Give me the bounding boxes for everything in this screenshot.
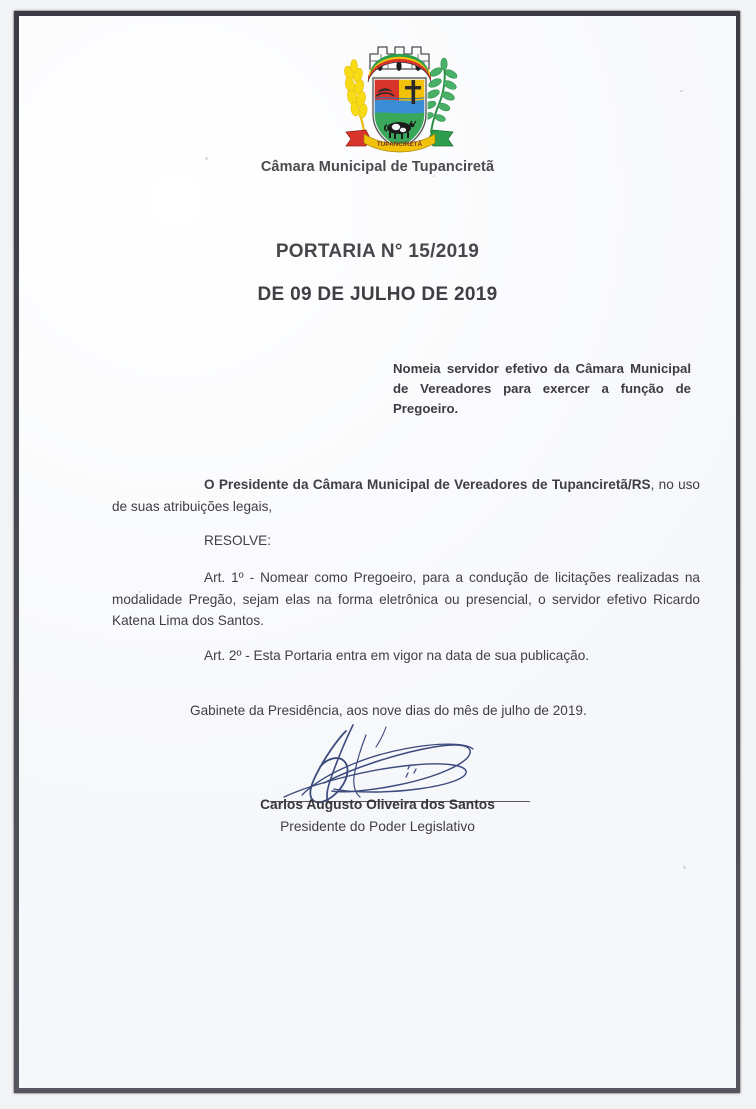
closing-paragraph <box>112 700 700 722</box>
article-2-text: Art. 2º - Esta Portaria entra em vigor na data de sua publicação. <box>204 648 590 663</box>
resolve-paragraph <box>112 530 700 552</box>
resolve-label: RESOLVE: <box>204 533 271 548</box>
document-date: DE 09 DE JULHO DE 2019 <box>257 284 498 305</box>
signatory-role: Presidente do Poder Legislativo <box>280 819 475 834</box>
page-title: PORTARIA N° 15/2019 <box>275 241 480 262</box>
handwritten-signature-icon <box>258 723 539 805</box>
preamble-paragraph <box>112 474 700 517</box>
wheat-sheaf <box>343 60 369 133</box>
closing-text: Gabinete da Presidência, aos nove dias do mês de julho de 2019. <box>190 703 587 718</box>
signatory-name: Carlos Augusto Oliveira dos Santos <box>260 797 495 812</box>
article-1-text: Art. 1º - Nomear como Pregoeiro, para a condução de licitações realizadas na modalidade Pregão, sejam elas na forma eletrônica ou presencial, o servidor efetivo Ricardo Katena Lima dos Santos. <box>112 570 700 628</box>
preamble-rest: , no uso de suas atribuições legais, <box>112 477 700 514</box>
ementa-summary: Nomeia servidor efetivo da Câmara Municipal de Vereadores para exercer a função de Pregoeiro. <box>393 361 691 416</box>
coat-of-arms-icon <box>340 42 459 156</box>
motto-text: TUPANCIRETÃ <box>376 141 423 148</box>
organization-name: Câmara Municipal de Tupanciretã <box>260 159 495 175</box>
article-1-paragraph <box>112 567 700 632</box>
preamble-bold: O Presidente da Câmara Municipal de Vereadores de Tupanciretã/RS <box>204 477 651 492</box>
article-2-paragraph <box>112 645 700 667</box>
paper-sheet <box>19 16 736 1088</box>
